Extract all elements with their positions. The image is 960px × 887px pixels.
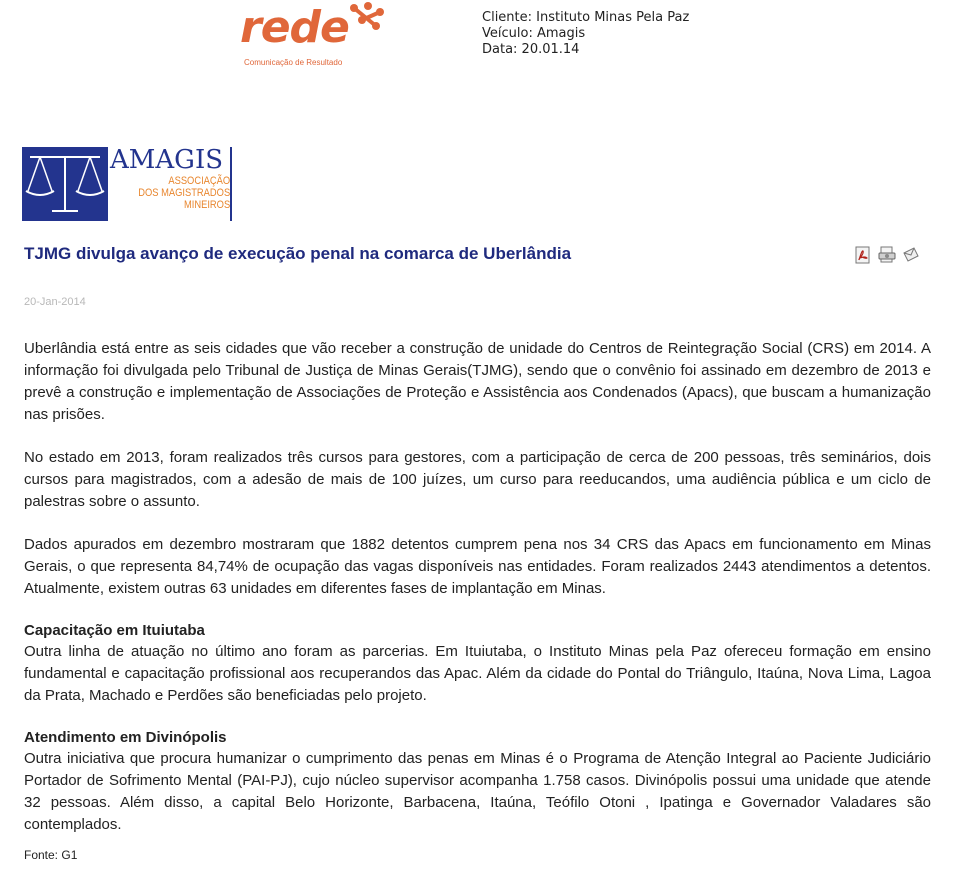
article-tools	[854, 246, 920, 264]
email-icon[interactable]	[902, 246, 920, 264]
section-paragraph: Outra iniciativa que procura humanizar o cumprimento das penas em Minas é o Programa de Atenção Integral ao Paciente Judiciário Portador de Sofrimento Mental (PAI-PJ), cujo núcleo supervisor acompanha 1.758 casos. Divinópolis possui uma unidade que atende 32 pessoas. Além disso, a capital Belo Horizonte, Barbacena, Itaúna, Teófilo Otoni , Ipatinga e Governador Valadares são contemplados.	[24, 750, 931, 833]
client-line: Cliente: Instituto Minas Pela Paz	[482, 10, 690, 25]
amagis-sub-line: DOS MAGISTRADOS	[138, 187, 230, 199]
article-title: TJMG divulga avanço de execução penal na comarca de Uberlândia	[24, 244, 572, 263]
section-heading: Atendimento em Divinópolis	[24, 729, 227, 746]
amagis-sub-line: MINEIROS	[183, 199, 230, 211]
amagis-sub-line: ASSOCIAÇÃO	[168, 175, 230, 187]
amagis-logo	[22, 145, 234, 223]
article-source: Fonte: G1	[24, 848, 78, 862]
pdf-icon[interactable]	[854, 246, 872, 264]
client-info	[482, 10, 689, 58]
section-heading: Capacitação em Ituiutaba	[24, 622, 205, 639]
article-body	[24, 338, 931, 857]
rede-logo-word: rede	[240, 2, 349, 53]
rede-logo-mark-icon	[348, 2, 388, 36]
vehicle-line: Veículo: Amagis	[482, 26, 586, 41]
amagis-subtitle	[138, 175, 230, 211]
rede-logo-tagline: Comunicação de Resultado	[244, 58, 343, 67]
print-icon[interactable]	[878, 246, 896, 264]
article-paragraph: Uberlândia está entre as seis cidades que vão receber a construção de unidade do Centros de Reintegração Social (CRS) em 2014. A informação foi divulgada pelo Tribunal de Justiça de Minas Gerais(TJMG), sendo que o convênio foi assinado em dezembro de 2013 e prevê a construção e implementação de Associações de Proteção e Assistência aos Condenados (Apacs), que buscam a humanização nas prisões.	[24, 340, 931, 423]
section-paragraph: Outra linha de atuação no último ano foram as parcerias. Em Ituiutaba, o Instituto Minas pela Paz ofereceu formação em ensino fundamental e capacitação profissional aos recuperandos das Apac. Além da cidade do Pontal do Triângulo, Itaúna, Nova Lima, Lagoa da Prata, Machado e Perdões são beneficiadas pelo projeto.	[24, 643, 931, 704]
article-date: 20-Jan-2014	[24, 296, 86, 308]
article-paragraph: Dados apurados em dezembro mostraram que 1882 detentos cumprem pena nos 34 CRS das Apacs em funcionamento em Minas Gerais, o que representa 84,74% de ocupação das vagas disponíveis nas entidades. Foram realizados 2443 atendimentos a detentos. Atualmente, existem outras 63 unidades em diferentes fases de implantação em Minas.	[24, 536, 931, 597]
amagis-name: AMAGIS	[110, 145, 224, 175]
rede-logo	[240, 2, 390, 68]
amagis-divider	[230, 147, 232, 221]
article-paragraph: No estado em 2013, foram realizados três cursos para gestores, com a participação de cerca de 200 pessoas, três seminários, dois cursos para magistrados, com a adesão de mais de 100 juízes, um curso para reeducandos, uma audiência pública e um ciclo de palestras sobre o assunto.	[24, 449, 931, 510]
scales-of-justice-icon	[22, 147, 108, 221]
date-line: Data: 20.01.14	[482, 42, 580, 57]
